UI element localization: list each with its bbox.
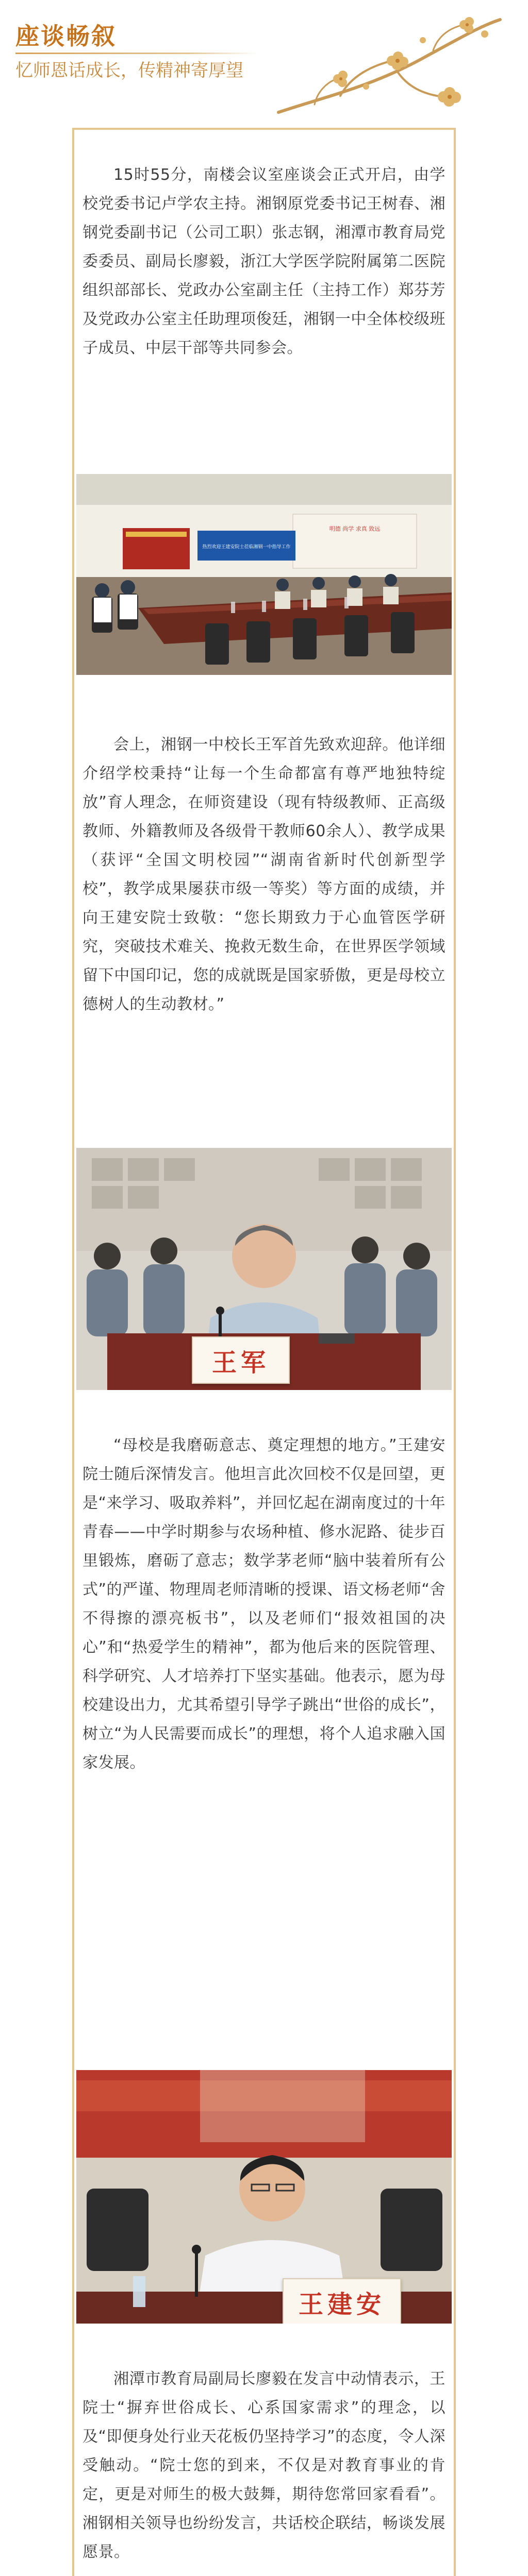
photo-meeting-room <box>76 474 452 675</box>
photo-wang-jianan <box>76 2070 452 2324</box>
section-header <box>0 0 528 124</box>
plum-blossom-branch-icon <box>268 9 505 117</box>
paragraph-opening: 15时55分，南楼会议室座谈会正式开启，由学校党委书记卢学农主持。湘钢原党委书记王树春、湘钢党委副书记（公司工职）张志钢，湘潭市教育局党委委员、副局长廖毅，浙江大学医学院附属第二医院组织部部长、党政办公室副主任（主持工作）郑芬芳及党政办公室主任助理项俊廷，湘钢一中全体校级班子成员、中层干部等共同参会。 <box>82 166 446 357</box>
meeting-screen-text: 热烈欢迎王建安院士莅临湘钢一中指导工作 <box>202 545 291 550</box>
section-subtitle: 忆师恩话成长，传精神寄厚望 <box>15 60 243 81</box>
meeting-wall-slogan: 明德 尚学 求真 致远 <box>329 526 381 532</box>
nameplate-wang-jianan: 王建安 <box>283 2278 401 2324</box>
paragraph-principal-speech: 会上，湘钢一中校长王军首先致欢迎辞。他详细介绍学校秉持“让每一个生命都富有尊严地独特绽放”育人理念，在师资建设（现有特级教师、正高级教师、外籍教师及各级骨干教师60余人）、教学成果（获评“全国文明校园”“湖南省新时代创新型学校”，教学成果屡获市级一等奖）等方面的成绩，并向王建安院士致敬：“您长期致力于心血管医学研究，突破技术难关、挽救无数生命，在世界医学领域留下中国印记，您的成就既是国家骄傲，更是母校立德树人的生动教材。” <box>82 736 446 1013</box>
photo-wang-jun <box>76 1148 452 1390</box>
section-title: 座谈畅叙 <box>15 22 117 50</box>
title-divider <box>15 53 258 54</box>
paragraph-academician-speech: “母校是我磨砺意志、奠定理想的地方。”王建安院士随后深情发言。他坦言此次回校不仅是回望，更是“来学习、吸取养料”，并回忆起在湖南度过的十年青春——中学时期参与农场种植、修水泥路、徒步百里锻炼，磨砺了意志；数学茅老师“脑中装着所有公式”的严谨、物理周老师清晰的授课、语文杨老师“舍不得擦的漂亮板书”，以及老师们“报效祖国的决心”和“热爱学生的精神”，都为他后来的医院管理、科学研究、人才培养打下坚实基础。他表示，愿为母校建设出力，尤其希望引导学子跳出“世俗的成长”，树立“为人民需要而成长”的理想，将个人追求融入国家发展。 <box>82 1436 446 1772</box>
paragraph-deputy-director-speech: 湘潭市教育局副局长廖毅在发言中动情表示，王院士“摒弃世俗成长、心系国家需求”的理念，以及“即便身处行业天花板仍坚持学习”的态度，令人深受触动。“院士您的到来，不仅是对教育事业的肯定，更是对师生的极大鼓舞，期待您常回家看看”。湘钢相关领导也纷纷发言，共话校企联结，畅谈发展愿景。 <box>82 2370 446 2561</box>
nameplate-wang-jun: 王军 <box>192 1336 290 1384</box>
